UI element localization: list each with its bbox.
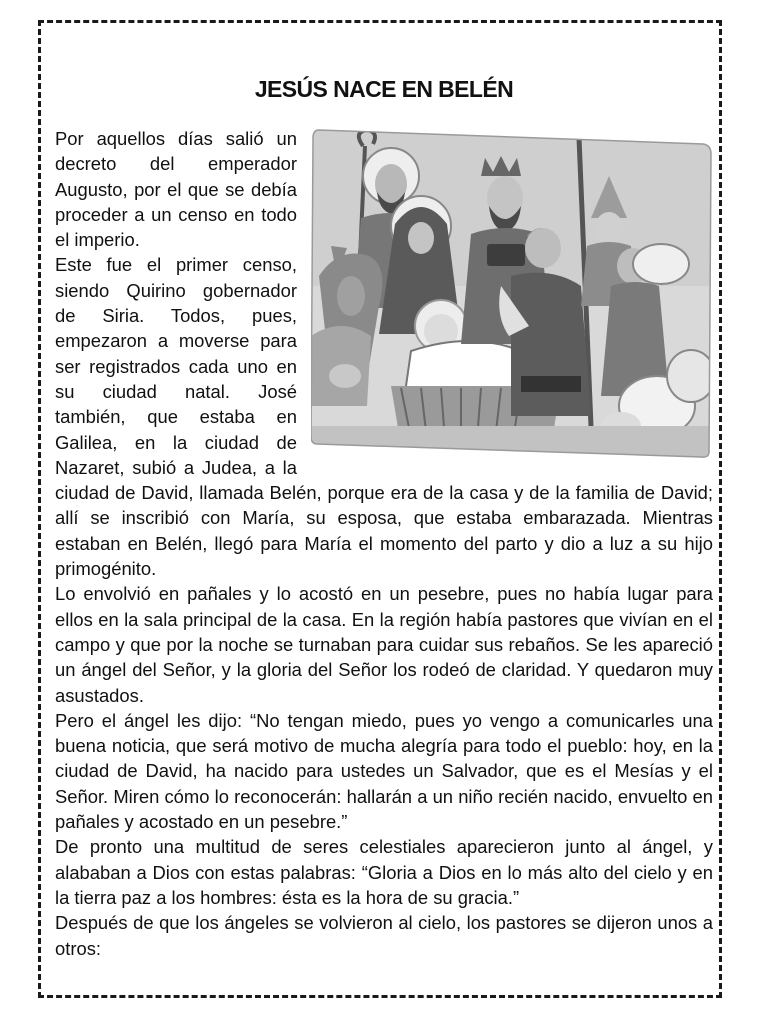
paragraph: Lo envolvió en pañales y lo acostó en un pesebre, pues no había lugar para ellos en la sala principal de la casa. En la región había pastores que vivían en el campo y que por la noche se turnaban para cuidar sus rebaños. Se les apareció un ángel del Señor, y la gloria del Señor los rodeó de claridad. Y quedaron muy asustados. (55, 583, 713, 706)
paragraph: Después de que los ángeles se volvieron al cielo, los pastores se dijeron unos a otros: (55, 912, 713, 959)
paragraph: Este fue el primer censo, siendo Quirino gobernador de Siria. Todos, pues, empezaron a moverse para ser registrados cada uno en su ciudad natal. José también, que estaba en Galilea, en la ciudad de Nazaret, subió a Judea, a la ciudad de David, llamada Belén, porque era de la casa y de la familia de David; allí se inscribió con María, su esposa, que estaba embarazada. Mientras estaban en Belén, llegó para María el momento del parto y dio a luz a su hijo primogénito. (55, 254, 713, 580)
paragraph: De pronto una multitud de seres celestiales aparecieron junto al ángel, y alababan a Dios con estas palabras: “Gloria a Dios en lo más alto del cielo y en la tierra paz a los hombres: ésta es la hora de su gracia.” (55, 836, 713, 908)
page-title: JESÚS NACE EN BELÉN (254, 76, 514, 102)
paragraph: Por aquellos días salió un decreto del emperador Augusto, por el que se debía proceder a un censo en todo el imperio. (55, 128, 297, 251)
nativity-illustration (311, 126, 713, 458)
paragraph: Pero el ángel les dijo: “No tengan miedo, pues yo vengo a comunicarles una buena noticia, que será motivo de mucha alegría para todo el pueblo: hoy, en la ciudad de David, ha nacido para ustedes un Salvador, que es el Mesías y el Señor. Miren cómo lo reconocerán: hallarán a un niño recién nacido, envuelto en pañales y acostado en un pesebre.” (55, 709, 713, 833)
story-text (55, 126, 713, 961)
